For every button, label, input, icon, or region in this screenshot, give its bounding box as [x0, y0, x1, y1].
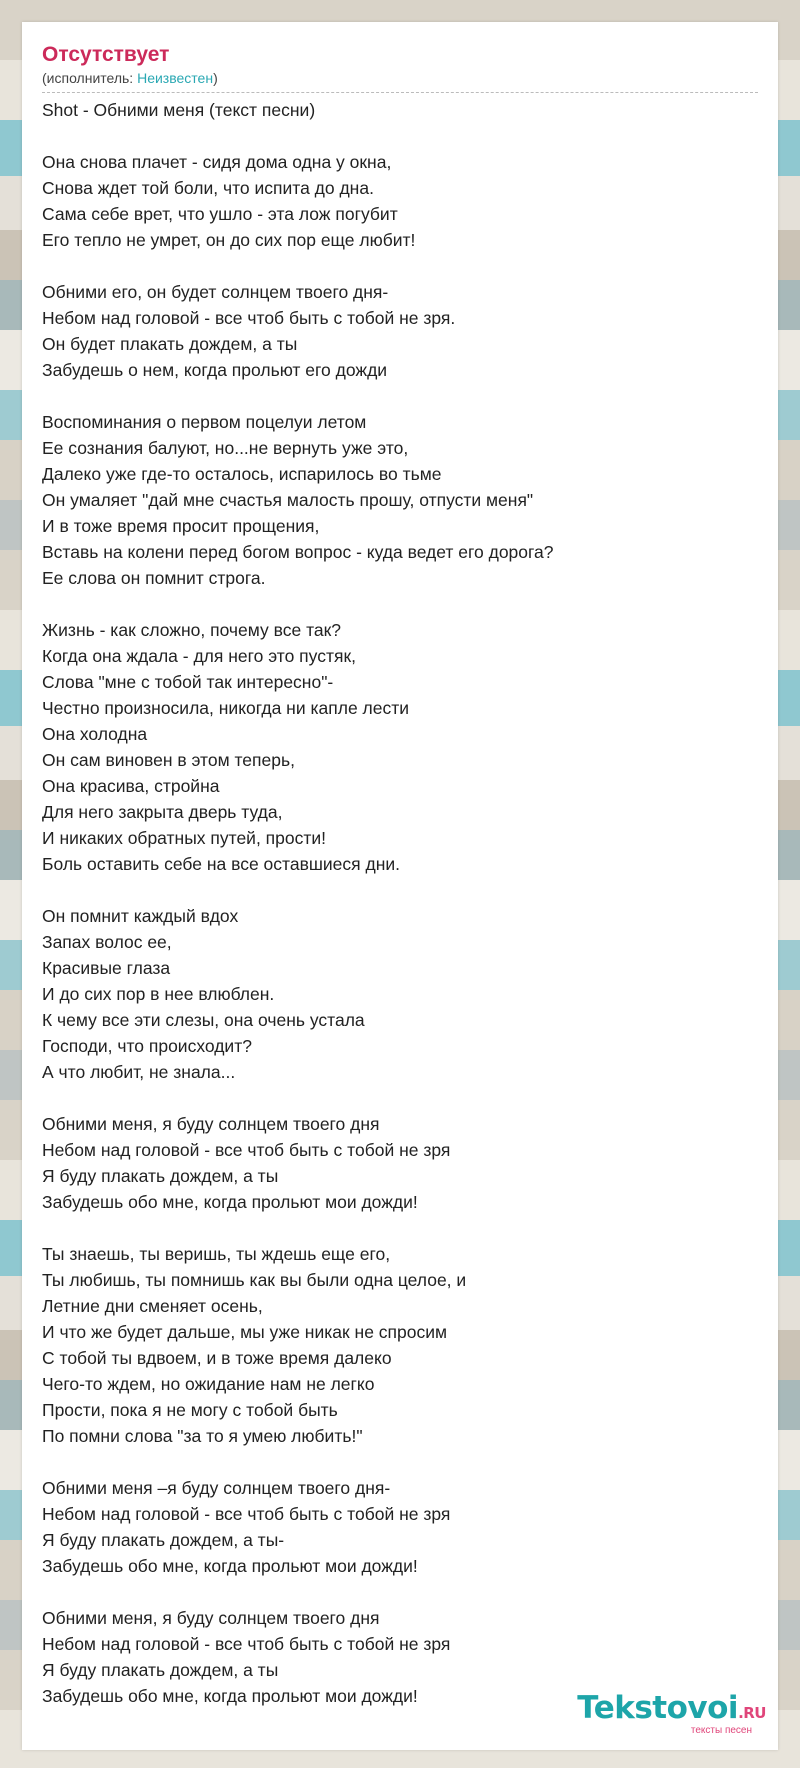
lyric-line: Ты любишь, ты помнишь как вы были одна целое, и	[42, 1270, 467, 1290]
lyric-line: Жизнь - как сложно, почему все так?	[42, 620, 342, 640]
lyric-line: Обними меня, я буду солнцем твоего дня	[42, 1114, 380, 1134]
lyric-line: Воспоминания о первом поцелуи летом	[42, 412, 367, 432]
lyric-line: Он будет плакать дождем, а ты	[42, 334, 298, 354]
lyric-line: Забудешь обо мне, когда прольют мои дожди!	[42, 1556, 418, 1576]
artist-link[interactable]: Неизвестен	[137, 70, 214, 86]
lyrics-card	[22, 22, 778, 1750]
lyric-line: Обними его, он будет солнцем твоего дня-	[42, 282, 389, 302]
lyric-line: Красивые глаза	[42, 958, 171, 978]
lyric-line: Ее сознания балуют, но...не вернуть уже это,	[42, 438, 409, 458]
lyric-line: Небом над головой - все чтоб быть с тобой не зря	[42, 1140, 451, 1160]
lyric-line: Ты знаешь, ты веришь, ты ждешь еще его,	[42, 1244, 391, 1264]
byline-suffix: )	[213, 70, 218, 86]
stanza-break	[42, 877, 758, 903]
lyric-line: Она снова плачет - сидя дома одна у окна,	[42, 152, 392, 172]
lyric-line: Снова ждет той боли, что испита до дна.	[42, 178, 374, 198]
lyric-line: Слова "мне с тобой так интересно"-	[42, 672, 334, 692]
stanza-break	[42, 383, 758, 409]
lyric-line: Боль оставить себе на все оставшиеся дни.	[42, 854, 401, 874]
lyric-line: Забудешь обо мне, когда прольют мои дожди!	[42, 1686, 418, 1706]
lyric-line: Я буду плакать дождем, а ты	[42, 1660, 279, 1680]
stanza-break	[42, 123, 758, 149]
lyric-line: Я буду плакать дождем, а ты-	[42, 1530, 285, 1550]
stanza-break	[42, 591, 758, 617]
lyric-line: Небом над головой - все чтоб быть с тобой не зря	[42, 1634, 451, 1654]
lyric-line: Забудешь о нем, когда прольют его дожди	[42, 360, 388, 380]
lyric-line: Я буду плакать дождем, а ты	[42, 1166, 279, 1186]
logo-tld: .RU	[738, 1704, 766, 1722]
stanza-break	[42, 253, 758, 279]
logo-tagline: тексты песен	[690, 1725, 752, 1736]
stanza-break	[42, 1215, 758, 1241]
lyric-line: Забудешь обо мне, когда прольют мои дожди!	[42, 1192, 418, 1212]
song-heading: Shot - Обними меня (текст песни)	[42, 100, 316, 120]
lyric-line: Прости, пока я не могу с тобой быть	[42, 1400, 338, 1420]
lyric-line: Сама себе врет, что ушло - эта лож погубит	[42, 204, 398, 224]
lyric-line: Обними меня –я буду солнцем твоего дня-	[42, 1478, 391, 1498]
lyric-line: Обними меня, я буду солнцем твоего дня	[42, 1608, 380, 1628]
lyrics-lines	[42, 123, 758, 1709]
lyric-line: С тобой ты вдвоем, и в тоже время далеко	[42, 1348, 392, 1368]
lyric-line: А что любит, не знала...	[42, 1062, 236, 1082]
stanza-break	[42, 1579, 758, 1605]
lyric-line: Его тепло не умрет, он до сих пор еще любит!	[42, 230, 416, 250]
lyric-line: Ее слова он помнит строга.	[42, 568, 266, 588]
lyric-line: И до сих пор в нее влюблен.	[42, 984, 275, 1004]
lyric-line: По помни слова "за то я умею любить!"	[42, 1426, 363, 1446]
lyric-line: Для него закрыта дверь туда,	[42, 802, 283, 822]
site-logo[interactable]	[577, 1692, 766, 1736]
lyric-line: Небом над головой - все чтоб быть с тобой не зря	[42, 1504, 451, 1524]
lyric-line: И что же будет дальше, мы уже никак не спросим	[42, 1322, 448, 1342]
lyric-line: Летние дни сменяет осень,	[42, 1296, 263, 1316]
lyric-line: Он помнит каждый вдох	[42, 906, 239, 926]
stanza-break	[42, 1449, 758, 1475]
logo-wordmark: Tekstovoi	[577, 1690, 739, 1726]
lyric-line: Запах волос ее,	[42, 932, 172, 952]
lyrics-text	[42, 97, 758, 1709]
lyric-line: Он сам виновен в этом теперь,	[42, 750, 295, 770]
lyric-line: Небом над головой - все чтоб быть с тобой не зря.	[42, 308, 456, 328]
lyric-line: К чему все эти слезы, она очень устала	[42, 1010, 365, 1030]
lyric-line: Она холодна	[42, 724, 148, 744]
artist-byline	[42, 68, 758, 93]
lyric-line: Чего-то ждем, но ожидание нам не легко	[42, 1374, 375, 1394]
page-title: Отсутствует	[42, 43, 170, 66]
lyric-line: Вставь на колени перед богом вопрос - куда ведет его дорога?	[42, 542, 554, 562]
lyric-line: И никаких обратных путей, прости!	[42, 828, 327, 848]
lyric-line: Он умаляет "дай мне счастья малость прошу, отпусти меня"	[42, 490, 534, 510]
lyric-line: Далеко уже где-то осталось, испарилось во тьме	[42, 464, 442, 484]
lyric-line: И в тоже время просит прощения,	[42, 516, 320, 536]
lyric-line: Когда она ждала - для него это пустяк,	[42, 646, 356, 666]
lyric-line: Честно произносила, никогда ни капле лести	[42, 698, 410, 718]
lyric-line: Господи, что происходит?	[42, 1036, 252, 1056]
stanza-break	[42, 1085, 758, 1111]
lyric-line: Она красива, стройна	[42, 776, 220, 796]
byline-prefix: (исполнитель:	[42, 70, 138, 86]
